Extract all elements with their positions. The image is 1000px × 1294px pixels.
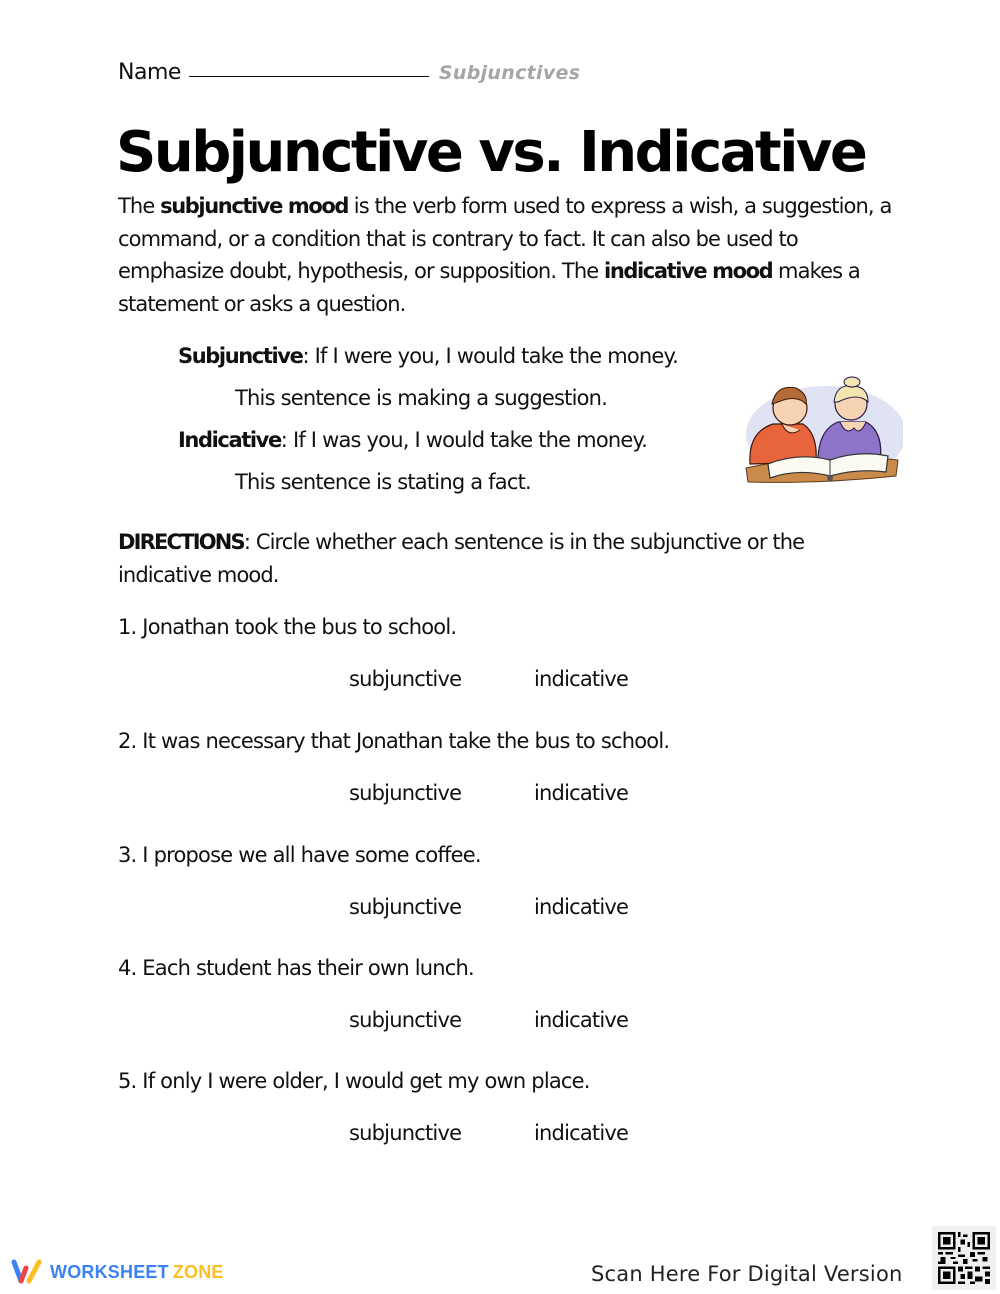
example-sentence: : If I were you, I would take the money. [302,344,679,368]
answer-choices-2 [349,778,628,808]
question-1: 1. Jonathan took the bus to school. [118,615,457,639]
example-sentence: : If I was you, I would take the money. [280,428,648,452]
examples-block [178,338,738,506]
name-input-line[interactable] [189,76,429,77]
choice-subjunctive[interactable]: subjunctive [349,667,462,691]
topic-label: Subjunctives [438,62,581,84]
example-label: Indicative [178,428,281,452]
answer-choices-3 [349,892,628,922]
scan-instruction: Scan Here For Digital Version [591,1262,903,1286]
choice-indicative[interactable]: indicative [534,895,629,919]
choice-indicative[interactable]: indicative [534,781,629,805]
intro-text-3: makes a statement or asks a question. [118,259,860,316]
choice-indicative[interactable]: indicative [534,1121,629,1145]
intro-paragraph [118,190,898,320]
question-2: 2. It was necessary that Jonathan take the bus to school. [118,729,670,753]
choice-indicative[interactable]: indicative [534,667,629,691]
answer-choices-5 [349,1118,628,1148]
worksheetzone-logo[interactable] [10,1258,224,1286]
example-label: Subjunctive [178,344,303,368]
choice-indicative[interactable]: indicative [534,1008,629,1032]
question-3: 3. I propose we all have some coffee. [118,843,481,867]
logo-text-zone: ZONE [172,1261,224,1282]
question-4: 4. Each student has their own lunch. [118,956,474,980]
answer-choices-4 [349,1005,628,1035]
choice-subjunctive[interactable]: subjunctive [349,781,462,805]
choice-subjunctive[interactable]: subjunctive [349,895,462,919]
directions-text: : Circle whether each sentence is in the subjunctive or the indicative mood. [118,530,805,587]
name-label: Name [118,60,181,85]
question-5: 5. If only I were older, I would get my own place. [118,1069,590,1093]
intro-text-2: is the verb form used to express a wish, a suggestion, a command, or a condition that is contrary to fact. It can also be used to emphasize doubt, hypothesis, or supposition. The [118,194,892,283]
directions [118,526,878,592]
page-title: Subjunctive vs. Indicative [116,120,866,185]
logo-text [50,1262,224,1283]
intro-term-indicative: indicative mood [604,259,773,283]
example-note: This sentence is making a suggestion. [235,386,608,410]
intro-term-subjunctive: subjunctive mood [160,194,349,218]
example-subjunctive [178,338,738,380]
qr-code-icon[interactable] [932,1226,996,1290]
choice-subjunctive[interactable]: subjunctive [349,1121,462,1145]
choice-subjunctive[interactable]: subjunctive [349,1008,462,1032]
example-indicative [178,422,738,464]
name-row [118,60,580,85]
directions-label: DIRECTIONS [118,530,244,554]
worksheetzone-logo-icon [10,1258,44,1286]
children-reading-illustration [738,372,903,492]
logo-text-worksheet: WORKSHEET [50,1261,169,1282]
answer-choices-1 [349,664,628,694]
example-note: This sentence is stating a fact. [235,470,531,494]
intro-text-1: The [118,194,161,218]
